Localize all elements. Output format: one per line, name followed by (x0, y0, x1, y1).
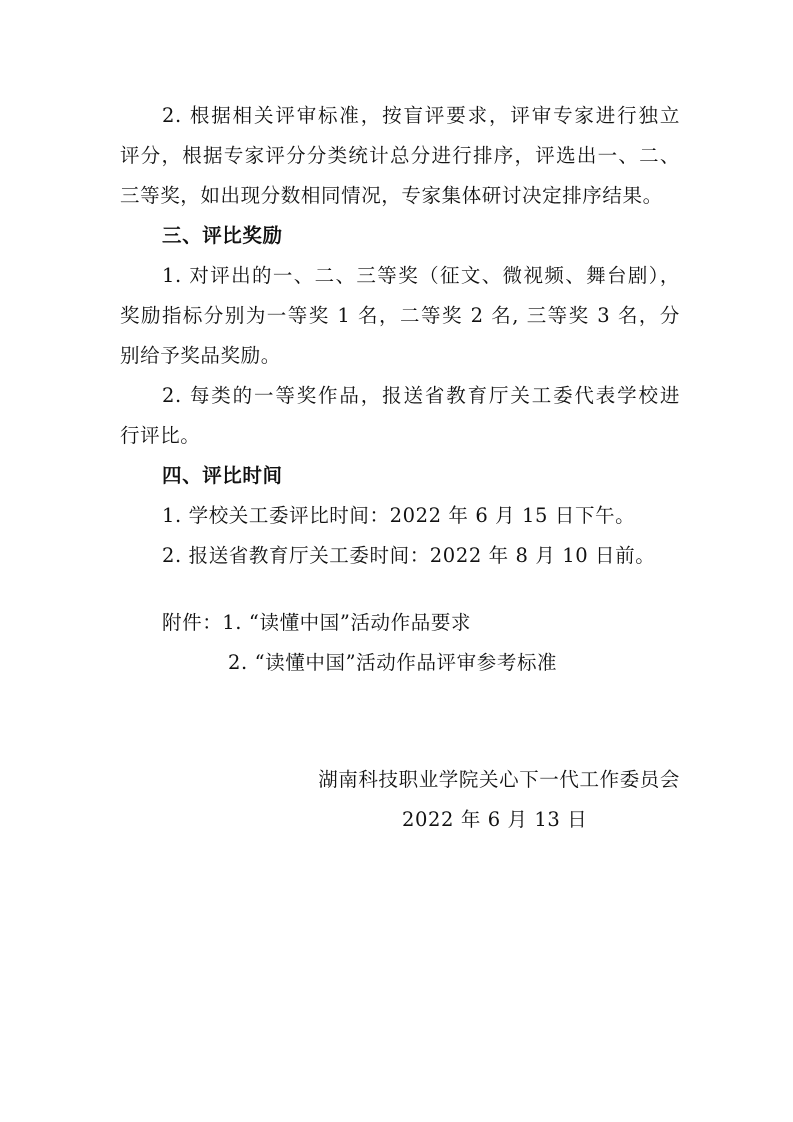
schedule-provincial-submission: 2. 报送省教育厅关工委时间：2022 年 8 月 10 日前。 (162, 544, 656, 567)
paragraph-awards-line-3: 别给予奖品奖励。 (120, 344, 281, 367)
paragraph-awards-line-2: 奖励指标分别为一等奖 1 名，二等奖 2 名, 三等奖 3 名，分 (120, 304, 680, 327)
section-heading-awards: 三、评比奖励 (162, 224, 283, 247)
signature-organization: 湖南科技职业学院关心下一代工作委员会 (318, 768, 680, 791)
paragraph-review-line-1: 2. 根据相关评审标准，按盲评要求，评审专家进行独立 (162, 104, 680, 127)
paragraph-review-line-2: 评分，根据专家评分分类统计总分进行排序，评选出一、二、 (120, 144, 680, 167)
paragraph-submission-line-1: 2. 每类的一等奖作品，报送省教育厅关工委代表学校进 (162, 384, 680, 407)
paragraph-submission-line-2: 行评比。 (120, 424, 201, 447)
section-heading-schedule: 四、评比时间 (162, 464, 283, 487)
schedule-school-review: 1. 学校关工委评比时间：2022 年 6 月 15 日下午。 (162, 504, 636, 527)
signature-date: 2022 年 6 月 13 日 (402, 808, 588, 831)
attachment-item-2: 2. “读懂中国”活动作品评审参考标准 (228, 651, 558, 674)
paragraph-review-line-3: 三等奖，如出现分数相同情况，专家集体研讨决定排序结果。 (120, 184, 663, 207)
paragraph-awards-line-1: 1. 对评出的一、二、三等奖（征文、微视频、舞台剧）， (162, 264, 680, 287)
attachment-item-1: 附件：1. “读懂中国”活动作品要求 (162, 611, 472, 634)
